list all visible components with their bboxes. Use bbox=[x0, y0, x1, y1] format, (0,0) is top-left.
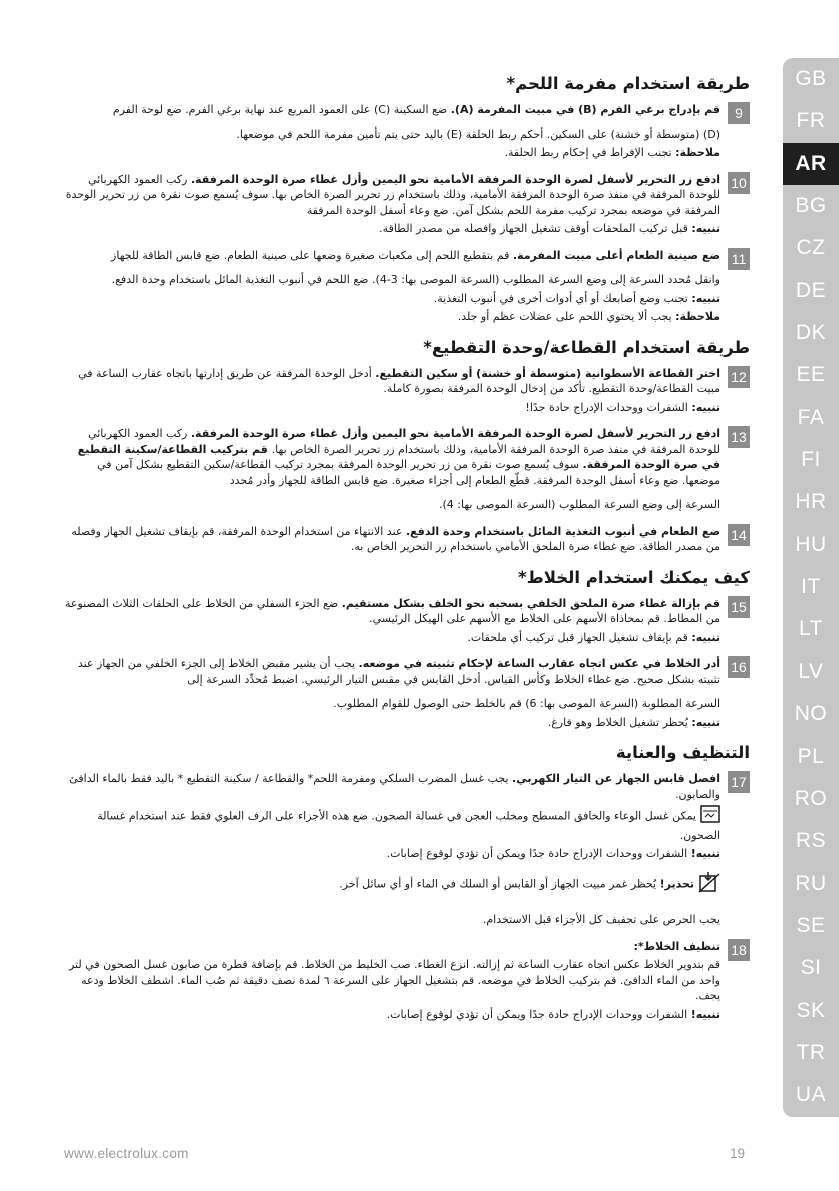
warning-text: قبل تركيب الملحقات أوقف تشغيل الجهاز وافصله من مصدر الطاقة. bbox=[379, 222, 692, 235]
language-tab-dk[interactable]: DK bbox=[795, 321, 827, 345]
section-title-mixer: كيف يمكنك استخدام الخلاط* bbox=[518, 567, 750, 587]
step-instruction-bold: ادفع زر التحرير لأسفل لصرة الوحدة المرفقة الأمامية نحو اليمين وأزل غطاء صرة الوحدة المرفقة. bbox=[190, 427, 720, 440]
step-number: 9 bbox=[728, 102, 750, 124]
step-text: عند الانتهاء من استخدام الوحدة المرفقة، قم بإيقاف تشغيل الجهاز وفصله من مصدر الطاقة. ضع غطاء صرة الملحق الأمامي باستخدام زر التحرير الخاص به. bbox=[71, 524, 720, 553]
step-instruction-bold: اختر القطاعة الأسطوانية (متوسطة أو خشنة) أو سكين التقطيع. bbox=[375, 366, 720, 380]
note-label: ملاحظة: bbox=[675, 146, 720, 159]
step-number: 16 bbox=[728, 656, 750, 678]
step-14 bbox=[64, 524, 750, 558]
no-immerse-icon bbox=[698, 871, 720, 898]
danger-text: يُحظر غمر مبيت الجهاز أو القابس أو السلك في الماء أو أي سائل آخر. bbox=[339, 876, 660, 890]
section-title-mincer: طريقة استخدام مفرمة اللحم* bbox=[506, 74, 750, 93]
dishwasher-text: يمكن غسل الوعاء والخافق المسطح ومخلب العجن في غسالة الصحون. ضع هذه الأجزاء على الرف العلوي فقط عند استخدام غسالة الصحون. bbox=[97, 809, 720, 842]
step-instruction-bold: ادفع زر التحرير لأسفل لصرة الوحدة المرفقة الأمامية نحو اليمين وأزل غطاء صرة الوحدة المرفقة. bbox=[190, 172, 720, 186]
warning-text: قم بإيقاف تشغيل الجهاز قبل تركيب أي ملحقات. bbox=[467, 630, 692, 644]
warning-text: الشفرات ووحدات الإدراج حادة جدًا ويمكن أن تؤدي لوقوع إصابات. bbox=[386, 1007, 691, 1021]
note-label: ملاحظة: bbox=[675, 310, 720, 323]
language-tab-se[interactable]: SE bbox=[796, 913, 826, 937]
step-instruction-bold: قم بإزالة غطاء صرة الملحق الخلفي بسحبه نحو الخلف بشكل مستقيم. bbox=[341, 596, 720, 610]
step-number: 15 bbox=[728, 596, 750, 618]
language-tab-fr[interactable]: FR bbox=[796, 109, 826, 133]
step-text-line2: السرعة إلى وضع السرعة المطلوب (السرعة الموصى بها: 4). bbox=[438, 498, 720, 511]
section-title-slicer: طريقة استخدام القطاعة/وحدة التقطيع* bbox=[423, 337, 750, 357]
step-12 bbox=[64, 366, 750, 419]
step-text-line2: السرعة المطلوبة (السرعة الموصى بها: 6) قم بالخلط حتى الوصول للقوام المطلوب. bbox=[333, 697, 720, 710]
step-instruction-bold-2: قم بتركيب القطاعة/سكينة التقطيع في صرة الوحدة المرفقة. bbox=[77, 442, 720, 471]
step-text-2: سوف يُسمع صوت نقرة من زر تحرير الوحدة المرفقة بمجرد تركيب القطاعة/سكين التقطيع بشكل آمن في موضعها. ضع وعاء أسفل الوحدة المرفقة. قطّع الطعام إلى أجزاء صغيرة. ضع قابس الطاقة للجهاز وأدر مُحدد bbox=[97, 458, 720, 487]
language-tab-fa[interactable]: FA bbox=[797, 405, 825, 429]
step-16 bbox=[64, 656, 750, 733]
step-15 bbox=[64, 596, 750, 649]
step-instruction-bold: افصل قابس الجهاز عن التيار الكهربي. bbox=[512, 772, 720, 785]
warning-text: يُحظر تشغيل الخلاط وهو فارغ. bbox=[547, 715, 692, 729]
step-instruction-bold: ضع الطعام في أنبوب التغذية المائل باستخدام وحدة الدفع. bbox=[405, 524, 720, 538]
language-tab-lv[interactable]: LV bbox=[798, 659, 824, 683]
language-tab-lt[interactable]: LT bbox=[799, 617, 823, 641]
warning-label: تنبيه! bbox=[690, 1007, 720, 1021]
footer-url[interactable]: www.electrolux.com bbox=[64, 1146, 189, 1161]
step-text: قم بتقطيع اللحم إلى مكعبات صغيرة وضعها على صينية الطعام. ضع قابس الطاقة للجهاز bbox=[111, 248, 513, 262]
language-tab-ua[interactable]: UA bbox=[795, 1083, 827, 1107]
language-tab-si[interactable]: SI bbox=[800, 956, 822, 980]
step-text: ضع الجزء السفلي من الخلاط على الحلقات الثلاث المصنوعة من المطاط. قم بمحاذاة الأسهم على الخلاط مع الأسهم على الهيكل الرئيسي. bbox=[65, 596, 720, 625]
step-number: 18 bbox=[728, 939, 750, 961]
language-tab-ee[interactable]: EE bbox=[796, 363, 826, 387]
step-subtitle: تنظيف الخلاط*: bbox=[633, 939, 720, 953]
language-tab-rs[interactable]: RS bbox=[795, 829, 827, 853]
language-tab-tr[interactable]: TR bbox=[796, 1040, 826, 1064]
language-tab-it[interactable]: IT bbox=[801, 575, 821, 599]
warning-text: الشفرات ووحدات الإدراج حادة جدًا ويمكن أن تؤدي لوقوع إصابات. bbox=[386, 847, 691, 860]
language-tab-fi[interactable]: FI bbox=[801, 448, 821, 472]
warning-text: الشفرات ووحدات الإدراج حادة جدًا! bbox=[525, 400, 692, 414]
step-17 bbox=[64, 771, 750, 931]
warning-label: تنبيه: bbox=[691, 715, 720, 729]
step-number: 12 bbox=[728, 366, 750, 388]
section-title-care: التنظيف والعناية bbox=[615, 743, 750, 762]
step-13 bbox=[64, 426, 750, 516]
dry-text: يجب الحرص على تجفيف كل الأجزاء قبل الاستخدام. bbox=[482, 913, 720, 926]
step-text: يجب أن يشير مقبض الخلاط إلى الجزء الخلفي من الجهاز عند تثبيته بشكل صحيح. ضع غطاء الخلاط وكأس القياس. أدخل القابس في مقبس التيار الرئيسي. اضبط مُحدِّد السرعة إلى bbox=[77, 657, 720, 686]
language-tab-sk[interactable]: SK bbox=[796, 998, 826, 1022]
dishwasher-icon bbox=[700, 805, 720, 828]
warning-label: تنبيه: bbox=[691, 400, 720, 414]
language-tab-ar[interactable]: AR bbox=[783, 143, 839, 185]
step-text-line2: وانقل مُحدد السرعة إلى وضع السرعة المطلوب (السرعة الموصى بها: 3-4). ضع اللحم في أنبوب التغذية المائل باستخدام وحدة الدفع. bbox=[111, 273, 720, 286]
danger-label: تحذير! bbox=[659, 876, 694, 890]
warning-label: تنبيه: bbox=[691, 222, 720, 235]
step-instruction-bold: أدر الخلاط في عكس اتجاه عقارب الساعة لإحكام تثبيته في موضعه. bbox=[358, 657, 720, 670]
language-tab-de[interactable]: DE bbox=[795, 278, 827, 302]
step-text: يجب غسل المضرب السلكي ومفرمة اللحم* والقطاعة / سكينة التقطيع * باليد فقط بالماء الدافئ والصابون. bbox=[69, 772, 720, 801]
step-instruction-bold: قم بإدراج برغي الفرم (B) في مبيت المفرمة (A). bbox=[450, 103, 720, 116]
warning-text: تجنب وضع أصابعك أو أي أدوات أخرى في أنبوب التغذية. bbox=[433, 291, 692, 305]
step-10 bbox=[64, 172, 750, 240]
manual-content bbox=[64, 66, 750, 1033]
language-tab-pl[interactable]: PL bbox=[797, 744, 825, 768]
warning-label: تنبيه: bbox=[691, 291, 720, 305]
language-tab-bg[interactable]: BG bbox=[795, 194, 827, 218]
step-11 bbox=[64, 248, 750, 328]
language-tab-cz[interactable]: CZ bbox=[796, 236, 826, 260]
step-instruction-bold: ضع صينية الطعام أعلى مبيت المفرمة. bbox=[512, 248, 720, 262]
step-number: 17 bbox=[728, 771, 750, 793]
step-9 bbox=[64, 102, 750, 164]
step-text: ركب العمود الكهربائي للوحدة المرفقة في منفذ صرة الوحدة المرفقة الأمامية، وذلك باستخدام زر تحرير الصرة الخاص بها. bbox=[88, 427, 720, 456]
language-sidebar bbox=[783, 58, 839, 1117]
note-text: يجب ألا يحتوي اللحم على عضلات عظم أو جلد. bbox=[457, 310, 676, 323]
step-number: 11 bbox=[728, 248, 750, 270]
step-text-line2: (D) (متوسطة أو خشنة) على السكين. أحكم ربط الحلقة (E) باليد حتى يتم تأمين مفرمة اللحم في موضعها. bbox=[236, 127, 720, 141]
language-tab-hu[interactable]: HU bbox=[795, 532, 827, 556]
step-text: ضع السكينة (C) على العمود المربع عند نهاية برغي الفرم. ضع لوحة الفرم bbox=[112, 103, 451, 116]
warning-label: تنبيه: bbox=[691, 630, 720, 644]
warning-label: تنبيه! bbox=[690, 847, 720, 860]
language-tab-ro[interactable]: RO bbox=[794, 786, 828, 810]
language-tab-hr[interactable]: HR bbox=[795, 490, 827, 514]
page-number: 19 bbox=[730, 1146, 746, 1161]
step-text: ركب العمود الكهربائي للوحدة المرفقة في منفذ صرة الوحدة المرفقة الأمامية، وذلك باستخدام زر تحرير الصرة الخاص بها. سوف يُسمع صوت نقرة من زر تحرير الوحدة المرفقة في موضعه بمجرد تركيب مفرمة اللحم بشكل آمن. ضع وعاء أسفل الوحدة المرفقة bbox=[65, 172, 720, 217]
step-text: قم بتدوير الخلاط عكس اتجاه عقارب الساعة ثم إزالته. انزع الغطاء. صب الخليط من الخلاط. قم بإضافة قطرة من صابون غسل الصحون في لتر واحد من الماء الدافئ. قم بتركيب الخلاط في موضعه. قم بتشغيل الجهاز على السرعة ٦ لمدة نصف دقيقة ثم صُب الماء. اشطف الخلاط ودعه يجف. bbox=[68, 958, 720, 1002]
language-tab-ru[interactable]: RU bbox=[795, 871, 827, 895]
note-text: تجنب الإفراط في إحكام ربط الحلقة. bbox=[504, 146, 676, 159]
step-text: أدخل الوحدة المرفقة عن طريق إدارتها باتجاه عقارب الساعة في مبيت القطاعة/وحدة التقطيع. تأكد من إدخال الوحدة المرفقة بصورة كاملة. bbox=[78, 366, 720, 395]
step-number: 10 bbox=[728, 172, 750, 194]
step-number: 13 bbox=[728, 426, 750, 448]
language-tab-gb[interactable]: GB bbox=[795, 67, 827, 90]
language-tab-no[interactable]: NO bbox=[794, 702, 828, 726]
step-number: 14 bbox=[728, 524, 750, 546]
step-18 bbox=[64, 939, 750, 1026]
